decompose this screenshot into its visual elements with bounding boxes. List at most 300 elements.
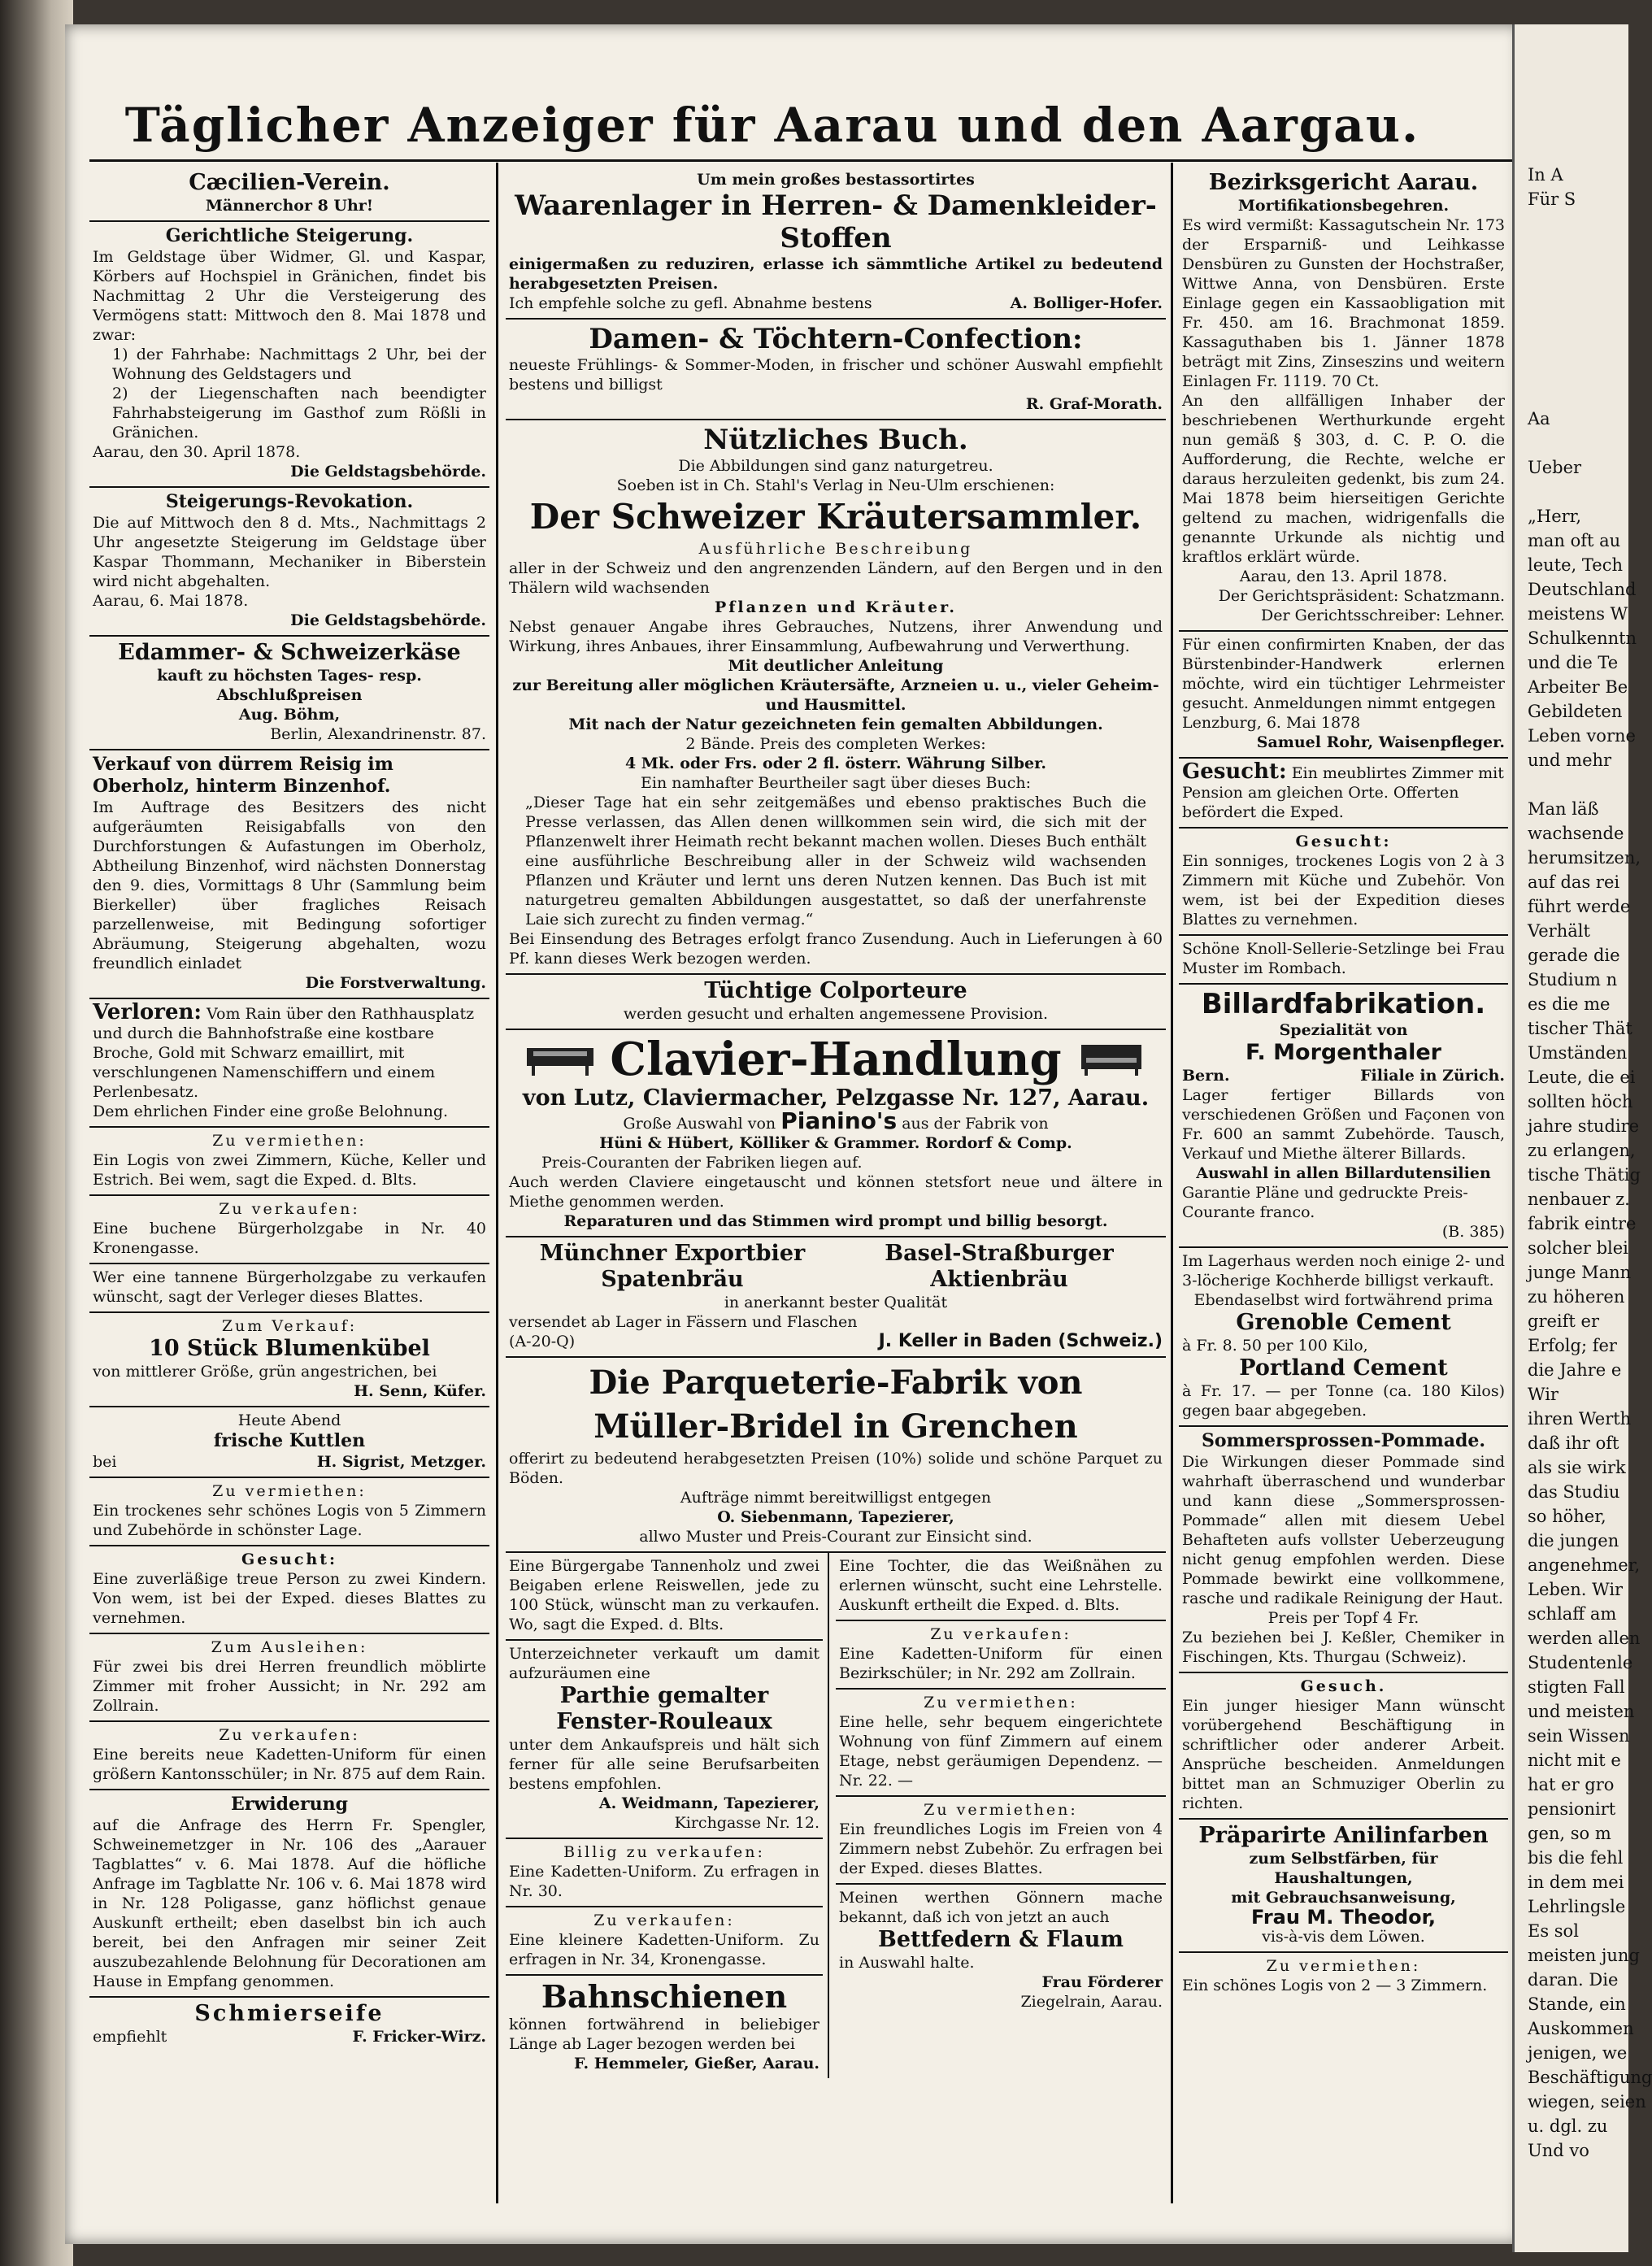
bier-r2: Aktienbräu: [930, 1267, 1068, 1292]
erwiderung-title: Erwiderung: [231, 1794, 348, 1815]
ad-verkaufen-3: [506, 1907, 823, 1976]
masthead: Täglicher Anzeiger für Aarau und den Aargau.: [124, 98, 1420, 153]
steigerung-title: Gerichtliche Steigerung.: [165, 225, 414, 246]
buch-l2: Soeben ist in Ch. Stahl's Verlag in Neu-Ulm erschienen:: [616, 476, 1055, 494]
ad-billig: [506, 1839, 823, 1907]
adjacent-page-line: Man läß: [1528, 799, 1599, 819]
billard-name: F. Morgenthaler: [1246, 1040, 1441, 1065]
partie-title: Parthie gemalter: [559, 1683, 769, 1708]
column-2: [506, 167, 1166, 2078]
bier-code: (A-20-Q): [509, 1333, 576, 1350]
anilin-sign: Frau M. Theodor,: [1250, 1906, 1436, 1929]
buch-l5: Pflanzen und Kräuter.: [714, 598, 958, 616]
adjacent-page-line: in dem mei: [1528, 1872, 1624, 1892]
adjacent-page-line: so höher,: [1528, 1507, 1606, 1526]
waarenlager-pre: Um mein großes bestassortirtes: [697, 171, 975, 189]
ad-vermiethen-4: [836, 1797, 1166, 1885]
adjacent-page-line: Schulkenntn: [1528, 628, 1637, 648]
vermiethen-4-text: Ein freundliches Logis im Freien von 4 Zimmern nebst Zubehör. Zu erfragen bei der Exped. dieses Blattes.: [839, 1820, 1163, 1877]
parqueterie-text: offerirt zu bedeutend herabgesetzten Preisen (10%) solide und schöne Parquet zu Böden.: [509, 1450, 1163, 1487]
buch-title: Nützliches Buch.: [703, 424, 968, 456]
bettfedern-text: in Auswahl halte.: [839, 1954, 975, 1972]
adjacent-page-line: es die me: [1528, 994, 1611, 1014]
bier-mid: in anerkannt bester Qualität: [724, 1294, 948, 1311]
adjacent-page-line: Gebildeten: [1528, 702, 1623, 721]
billig-title: Billig zu verkaufen:: [563, 1843, 765, 1861]
adjacent-page-line: und meisten: [1528, 1702, 1635, 1721]
confection-sign: R. Graf-Morath.: [1025, 395, 1163, 413]
bettfedern-pre: Meinen werthen Gönnern mache bekannt, daß ich von jetzt an auch: [839, 1889, 1163, 1926]
adjacent-page-line: [1515, 236, 1628, 260]
ad-kuebel: [89, 1313, 489, 1407]
adjacent-page-line: hat er gro: [1528, 1775, 1615, 1794]
adjacent-page-line: wiegen, seien: [1528, 2092, 1646, 2112]
kuttlen-sub: Heute Abend: [237, 1411, 341, 1429]
adjacent-page-line: herumsitzen,: [1528, 848, 1641, 868]
buergergabe-text: Eine Bürgergabe Tannenholz und zwei Beigaben erlene Reiswellen, jede zu 100 Stück, wünscht man zu verkaufen. Wo, sagt die Exped. d. Blts.: [509, 1557, 819, 1633]
confection-text: neueste Frühlings- & Sommer-Moden, in frischer und schöner Auswahl empfiehlt bestens und billigst: [509, 356, 1163, 394]
bettfedern-addr: Ziegelrain, Aarau.: [1020, 1993, 1163, 2011]
ad-caecilien: [89, 167, 489, 222]
ausleihen-title: Zum Ausleihen:: [211, 1638, 368, 1656]
adjacent-page-line: und mehr: [1528, 750, 1612, 770]
waarenlager-text: einigermaßen zu reduziren, erlasse ich sämmtliche Artikel zu bedeutend herabgesetzten Preisen.: [509, 255, 1163, 293]
verkaufen-4-title: Zu verkaufen:: [930, 1625, 1072, 1643]
portland-price: à Fr. 17. — per Tonne (ca. 180 Kilos) gegen baar abgegeben.: [1182, 1382, 1505, 1420]
adjacent-page-line: die jungen: [1528, 1531, 1619, 1551]
bezirksgericht-sub: Mortifikationsbegehren.: [1237, 197, 1450, 215]
ad-gesucht-2: [1179, 759, 1508, 829]
adjacent-page-line: [1515, 431, 1628, 455]
clavier-l5: Reparaturen und das Stimmen wird prompt und billig besorgt.: [563, 1212, 1108, 1230]
adjacent-page-line: solcher blei: [1528, 1238, 1628, 1258]
parqueterie-text3: allwo Muster und Preis-Courant zur Einsicht sind.: [639, 1528, 1032, 1546]
adjacent-page-line: meisten jung: [1528, 1946, 1640, 1965]
steigerung-text: Im Geldstage über Widmer, Gl. und Kaspar, Körbers auf Hochspiel in Gränichen, findet bis Nachmittag 2 Uhr die Versteigerung des Vermögens statt: Mittwoch den 8. Mai 1878 und zwar:: [93, 248, 486, 344]
verloren-title: Verloren:: [93, 1000, 202, 1024]
ad-tochter: [836, 1553, 1166, 1621]
ad-vermiethen-2: [89, 1478, 489, 1546]
clavier-l1c: aus der Fabrik von: [902, 1115, 1049, 1133]
kaese-title: Edammer- & Schweizerkäse: [118, 640, 461, 665]
kaese-text: kauft zu höchsten Tages- resp. Abschlußpreisen: [157, 667, 422, 704]
adjacent-page-line: tische Thätig: [1528, 1165, 1641, 1185]
pommade-title: Sommersprossen-Pommade.: [1201, 1430, 1486, 1451]
clavier-sub: von Lutz, Claviermacher, Pelzgasse Nr. 127, Aarau.: [522, 1085, 1150, 1111]
adjacent-page-line: Deutschland: [1528, 580, 1637, 599]
adjacent-page-line: das Studiu: [1528, 1482, 1620, 1502]
column-rule-1: [496, 163, 498, 2203]
column-1: [89, 167, 489, 2051]
adjacent-page-line: daran. Die: [1528, 1970, 1619, 1990]
bezirksgericht-date: Aarau, den 13. April 1878.: [1239, 568, 1448, 585]
tannen-text: Wer eine tannene Bürgerholzgabe zu verkaufen wünscht, sagt der Verleger dieses Blattes.: [93, 1268, 486, 1306]
ad-steigerung: [89, 222, 489, 488]
adjacent-page-line: [1515, 309, 1628, 333]
adjacent-page-line: fabrik eintre: [1528, 1214, 1637, 1233]
bezirksgericht-text2: An den allfälligen Inhaber der beschriebenen Werthurkunde ergeht nun gemäß § 303, d. C. P. O. die Aufforderung, die Rechte, welche er daraus herzuleiten gedenkt, bis zum 24. Mai 1878 beim hierseitigen Gerichte geltend zu machen, widrigenfalls die genannte Urkunde als nichtig und kraftlos erklärt würde.: [1182, 392, 1505, 566]
caecilien-title: Cæcilien-Verein.: [189, 170, 390, 195]
verkaufen-2-text: Eine bereits neue Kadetten-Uniform für einen größern Kantonsschüler; in Nr. 875 auf dem Rain.: [93, 1746, 486, 1783]
adjacent-page-line: gerade die: [1528, 946, 1620, 965]
gesucht-3-title: Gesucht:: [1295, 833, 1392, 850]
buch-l1: Die Abbildungen sind ganz naturgetreu.: [678, 457, 993, 475]
adjacent-page-line: pensionirt: [1528, 1799, 1616, 1819]
clavier-l1a: Große Auswahl von: [623, 1115, 776, 1133]
buch-l10: 2 Bände. Preis des completen Werkes:: [685, 735, 986, 753]
ad-kaese: [89, 637, 489, 750]
anilin-addr: vis-à-vis dem Löwen.: [1262, 1928, 1425, 1946]
steigerung-date: Aarau, den 30. April 1878.: [93, 443, 301, 461]
adjacent-page-line: werden allen: [1528, 1629, 1641, 1648]
adjacent-page-line: bis die fehl: [1528, 1848, 1624, 1868]
verkaufen-1-text: Eine buchene Bürgerholzgabe in Nr. 40 Kronengasse.: [93, 1220, 486, 1257]
reisig-title: Verkauf von dürrem Reisig im Oberholz, hinterm Binzenhof.: [93, 754, 393, 797]
adjacent-page-line: Wir: [1528, 1385, 1559, 1404]
ad-buch: [506, 420, 1166, 975]
adjacent-page-line: Umständen: [1528, 1043, 1628, 1063]
bettfedern-sign: Frau Förderer: [1041, 1973, 1163, 1991]
caecilien-sub: Männerchor 8 Uhr!: [205, 197, 374, 215]
kaese-addr: Berlin, Alexandrinenstr. 87.: [270, 725, 486, 743]
buch-big: Der Schweizer Kräutersammler.: [529, 497, 1142, 537]
colporteure-title: Tüchtige Colporteure: [704, 978, 967, 1003]
adjacent-page-line: daß ihr oft: [1528, 1433, 1619, 1453]
gesucht-2-title: Gesucht:: [1182, 759, 1287, 784]
knabe-sign: Samuel Rohr, Waisenpfleger.: [1256, 733, 1505, 751]
revokation-text: Die auf Mittwoch den 8 d. Mts., Nachmittags 2 Uhr angesetzte Steigerung im Geldstage über Kaspar Thommann, Mechaniker in Biberstein wird nicht abgehalten.: [93, 514, 486, 590]
bier-l3: versendet ab Lager in Fässern und Flaschen: [509, 1313, 858, 1331]
adjacent-page-line: Lehrlingsle: [1528, 1897, 1626, 1916]
column-rule-2: [1171, 163, 1173, 2203]
schmierseife-sign: F. Fricker-Wirz.: [352, 2028, 486, 2046]
bezirksgericht-sign2: Der Gerichtsschreiber: Lehner.: [1260, 607, 1505, 624]
ad-bettfedern: [836, 1885, 1166, 2016]
adjacent-page-line: Ueber: [1528, 458, 1582, 477]
ad-vermiethen-1: [89, 1128, 489, 1196]
bahnschienen-sign: F. Hemmeler, Gießer, Aarau.: [573, 2055, 819, 2072]
buch-l8: zur Bereitung aller möglichen Kräutersäfte, Arzneien u. u., vieler Geheim- und Hausmittel.: [512, 676, 1159, 714]
verkaufen-4-text: Eine Kadetten-Uniform für einen Bezirkschüler; in Nr. 292 am Zollrain.: [839, 1645, 1163, 1682]
vermiethen-2-title: Zu vermiethen:: [212, 1482, 367, 1500]
gesucht-2-text: Ein meublirtes Zimmer mit Pension am gleichen Orte. Offerten befördert die Exped.: [1182, 764, 1504, 821]
ad-bezirksgericht: [1179, 167, 1508, 632]
adjacent-page-line: sollten höch: [1528, 1092, 1633, 1111]
ad-pommade: [1179, 1427, 1508, 1673]
ausleihen-text: Für zwei bis drei Herren freundlich möblirte Zimmer mit froher Aussicht; in Nr. 292 am Zollrain.: [93, 1658, 486, 1715]
ad-revokation: [89, 488, 489, 637]
vermiethen-2-text: Ein trockenes sehr schönes Logis von 5 Zimmern und Zubehörde in schönster Lage.: [93, 1502, 486, 1539]
ad-colporteure: [506, 975, 1166, 1030]
vermiethen-4-title: Zu vermiethen:: [924, 1801, 1078, 1819]
bettfedern-title: Bettfedern & Flaum: [878, 1927, 1124, 1952]
buch-l3: Ausführliche Beschreibung: [698, 540, 973, 558]
verloren-text: Vom Rain über den Rathhausplatz und durch die Bahnhofstraße eine kostbare Broche, Gold mit Schwarz emaillirt, mit verschlungenen Namenschiffern und einem Perlenbesatz.: [93, 1005, 475, 1101]
lagerhaus-text: Im Lagerhaus werden noch einige 2- und 3-löcherige Kochherde billigst verkauft.: [1182, 1252, 1505, 1290]
waarenlager-title: Waarenlager in Herren- & Damenkleider-Stoffen: [515, 189, 1157, 254]
vermiethen-3-title: Zu vermiethen:: [924, 1694, 1078, 1711]
ad-verkaufen-1: [89, 1196, 489, 1264]
ad-erwiderung: [89, 1790, 489, 1998]
verkaufen-3-text: Eine kleinere Kadetten-Uniform. Zu erfragen in Nr. 34, Kronengasse.: [509, 1931, 819, 1968]
adjacent-page-line: jenigen, we: [1528, 2043, 1628, 2063]
kuttlen-sign: H. Sigrist, Metzger.: [316, 1453, 486, 1471]
buch-l12: Ein namhafter Beurtheiler sagt über dieses Buch:: [641, 774, 1031, 792]
buch-l7: Mit deutlicher Anleitung: [728, 657, 944, 675]
verkaufen-3-title: Zu verkaufen:: [593, 1912, 735, 1929]
adjacent-page-line: nicht mit e: [1528, 1751, 1621, 1770]
vermiethen-5-text: Ein schönes Logis von 2 — 3 Zimmern.: [1182, 1977, 1488, 1994]
bier-r1: Basel-Straßburger: [885, 1241, 1114, 1266]
grenoble-title: Grenoble Cement: [1236, 1310, 1451, 1335]
buch-l13: Bei Einsendung des Betrages erfolgt franco Zusendung. Auch in Lieferungen à 60 Pf. kann dieses Werk bezogen werden.: [509, 930, 1163, 968]
adjacent-page-line: Auskommen: [1528, 2019, 1634, 2038]
gesuch-title: Gesuch.: [1300, 1677, 1387, 1695]
ad-gesuch: [1179, 1673, 1508, 1820]
billard-title: Billardfabrikation.: [1201, 988, 1486, 1020]
adjacent-page-line: Leben. Wir: [1528, 1580, 1624, 1599]
billard-text2: Auswahl in allen Billardutensilien: [1196, 1164, 1491, 1182]
schmierseife-title: Schmierseife: [194, 2001, 385, 2026]
ad-parqueterie: [506, 1358, 1166, 1551]
reisig-text: Im Auftrage des Besitzers des nicht aufgeräumten Reisigabfalls von den Durchforstungen & Aufastungen im Oberholz, Abtheilung Binzenhof, wird nächsten Donnerstag den 9. dies, Vormittags 8 Uhr (Sammlung beim Bierkeller) über fragliches Reisach parzellenweise, mit Bedingung sofortiger Abräumung, Steigerung abgehalten, wozu freundlich einladet: [93, 798, 486, 972]
adjacent-page-line: zu höheren: [1528, 1287, 1625, 1307]
adjacent-page-line: meistens W: [1528, 604, 1628, 624]
steigerung-item1: 1) der Fahrhabe: Nachmittags 2 Uhr, bei der Wohnung des Geldstagers und: [112, 346, 486, 383]
ad-gesucht-3: [1179, 829, 1508, 936]
adjacent-page-line: Beschäftigung: [1528, 2068, 1652, 2087]
bahnschienen-title: Bahnschienen: [541, 1978, 788, 2015]
adjacent-page-line: Verhält: [1528, 921, 1590, 941]
buch-l4: aller in der Schweiz und den angrenzenden Ländern, auf den Bergen und in den Thälern wild wachsenden: [509, 559, 1163, 597]
bezirksgericht-title: Bezirksgericht Aarau.: [1208, 170, 1479, 195]
kuttlen-bei: bei: [93, 1453, 117, 1471]
adjacent-page-line: als sie wirk: [1528, 1458, 1626, 1477]
parqueterie-title2: Müller-Bridel in Grenchen: [593, 1407, 1078, 1446]
ad-tannen: [89, 1264, 489, 1313]
billard-sub: Spezialität von: [1279, 1021, 1408, 1039]
adjacent-page-line: Arbeiter Be: [1528, 677, 1628, 697]
piano-icon: [524, 1042, 597, 1077]
adjacent-page-line: führt werde: [1528, 897, 1631, 916]
adjacent-page-line: [1515, 480, 1628, 504]
ad-vermiethen-3: [836, 1690, 1166, 1797]
kaese-name: Aug. Böhm,: [238, 706, 341, 724]
adjacent-page-line: Studium n: [1528, 970, 1618, 989]
billard-text: Lager fertiger Billards von verschiedenen Größen und Façonen von Fr. 600 an sammt Zubehörde. Tausch, Verkauf und Miethe älterer Billards.: [1182, 1086, 1505, 1163]
buch-quote: „Dieser Tage hat ein sehr zeitgemäßes und ebenso praktisches Buch die Presse verlassen, das Allen denen willkommen sein wird, die sich mit der Pflanzenwelt ihrer Heimath recht bekannt machen wollen. Dieses Buch enthält eine ausführliche Beschreibung aller in der Schweiz wild wachsenden Pflanzen und Kräuter und lernt uns deren Nutzen kennen. Das Buch ist mit naturgetreu gemalten Abbildungen ausgestattet, so daß der unerfahrenste Laie sich zurecht zu finden vermag.“: [525, 794, 1146, 929]
adjacent-page-line: schlaff am: [1528, 1604, 1617, 1624]
partie-text: unter dem Ankaufspreis und hält sich ferner für alle seine Berufsarbeiten bestens empfohlen.: [509, 1736, 819, 1793]
partie-pre: Unterzeichneter verkauft um damit aufzuräumen eine: [509, 1645, 819, 1682]
adjacent-page-line: In A: [1528, 165, 1563, 185]
adjacent-page-line: zu erlangen,: [1528, 1141, 1636, 1160]
kuebel-title: Zum Verkauf:: [221, 1317, 358, 1335]
adjacent-page-line: Aa: [1528, 409, 1550, 428]
kuebel-big: 10 Stück Blumenkübel: [149, 1336, 430, 1361]
adjacent-page-line: [1515, 260, 1628, 285]
gesucht-3-text: Ein sonniges, trockenes Logis von 2 à 3 Zimmern mit Küche und Zubehör. Von wem, ist bei der Expedition dieses Blattes zu vernehmen.: [1182, 852, 1505, 929]
adjacent-page-line: gen, so m: [1528, 1824, 1611, 1843]
partie-title2: Fenster-Rouleaux: [556, 1709, 772, 1734]
knabe-text: Für einen confirmirten Knaben, der das Bürstenbinder-Handwerk erlernen möchte, wird ein tüchtiger Lehrmeister gesucht. Anmeldungen nimmt entgegen: [1182, 636, 1505, 712]
billig-text: Eine Kadetten-Uniform. Zu erfragen in Nr. 30.: [509, 1863, 819, 1900]
waarenlager-text2: Ich empfehle solche zu gefl. Abnahme bestens: [509, 294, 872, 312]
masthead-rule: [89, 159, 1512, 162]
knabe-date: Lenzburg, 6. Mai 1878: [1182, 714, 1361, 732]
adjacent-page-line: greift er: [1528, 1311, 1599, 1331]
adjacent-page-line: u. dgl. zu: [1528, 2116, 1608, 2136]
ad-verkaufen-2: [89, 1722, 489, 1790]
pommade-text: Die Wirkungen dieser Pommade sind wahrhaft überraschend und wunderbar und kann diese „Sommersprossen-Pommade“ allen mit diesem Uebel Behafteten aufs vollster Ueberzeugung nicht genug empfohlen werden. Diese Pommade bewirkt eine vollkommene, rasche und radikale Reinigung der Haut.: [1182, 1453, 1505, 1607]
adjacent-page-line: man oft au: [1528, 531, 1621, 550]
adjacent-page-line: Erfolg; fer: [1528, 1336, 1617, 1355]
waarenlager-sign: A. Bolliger-Hofer.: [1010, 294, 1163, 312]
ad-buergergabe: [506, 1553, 823, 1641]
ad-vermiethen-5: [1179, 1953, 1508, 2000]
verkaufen-2-title: Zu verkaufen:: [219, 1726, 360, 1744]
adjacent-page-line: Stande, ein: [1528, 1994, 1626, 2014]
adjacent-page-line: [1515, 333, 1628, 358]
revokation-title: Steigerungs-Revokation.: [165, 491, 414, 512]
parqueterie-text2: Aufträge nimmt bereitwilligst entgegen: [680, 1489, 992, 1507]
revokation-date: Aarau, 6. Mai 1878.: [93, 592, 249, 610]
clavier-l2: Hüni & Hübert, Kölliker & Grammer. Rordorf & Comp.: [599, 1134, 1072, 1152]
adjacent-page-line: [1515, 358, 1628, 382]
vermiethen-5-title: Zu vermiethen:: [1266, 1957, 1421, 1975]
ad-clavier: [506, 1030, 1166, 1237]
portland-title: Portland Cement: [1239, 1355, 1448, 1381]
adjacent-page-line: Leute, die ei: [1528, 1068, 1636, 1087]
bier-sign: J. Keller in Baden (Schweiz.): [878, 1331, 1163, 1351]
ad-knollsellerie: [1179, 936, 1508, 985]
gesuch-text: Ein junger hiesiger Mann wünscht vorübergehend Beschäftigung in schriftlicher oder anderer Arbeit. Ansprüche bescheiden. Anmeldungen bittet man an Schmuziger Oberlin zu richten.: [1182, 1697, 1505, 1812]
adjacent-page-line: wachsende: [1528, 824, 1624, 843]
lagerhaus-text2: Ebendaselbst wird fortwährend prima: [1193, 1291, 1493, 1309]
adjacent-page-line: auf das rei: [1528, 872, 1620, 892]
clavier-l4: Auch werden Claviere eingetauscht und können stetsfort neue und ältere in Miethe genommen werden.: [509, 1173, 1163, 1211]
bezirksgericht-sign1: Der Gerichtspräsident: Schatzmann.: [1218, 587, 1505, 605]
ad-verloren: [89, 999, 489, 1128]
ad-kuttlen: [89, 1407, 489, 1478]
ad-ausleihen: [89, 1634, 489, 1722]
adjacent-page: [1512, 24, 1652, 2252]
ad-gesucht-1: [89, 1546, 489, 1634]
grenoble-price: à Fr. 8. 50 per 100 Kilo,: [1182, 1337, 1368, 1355]
schmierseife-left: empfiehlt: [93, 2028, 167, 2046]
adjacent-page-line: Und vo: [1528, 2141, 1589, 2160]
adjacent-page-line: leute, Tech: [1528, 555, 1623, 575]
bahnschienen-text: können fortwährend in beliebiger Länge ab Lager bezogen werden bei: [509, 2016, 819, 2053]
vermiethen-3-text: Eine helle, sehr bequem eingerichtete Wohnung von fünf Zimmern auf einem Etage, nebst geräumigen Dependenz. — Nr. 22. —: [839, 1713, 1163, 1790]
clavier-l1b: Pianino's: [780, 1107, 898, 1134]
anilin-sub2: mit Gebrauchsanweisung,: [1231, 1889, 1456, 1907]
adjacent-page-line: Für S: [1528, 189, 1576, 209]
kuebel-sign: H. Senn, Küfer.: [354, 1382, 486, 1400]
billard-code: (B. 385): [1441, 1223, 1505, 1241]
adjacent-page-line: die Jahre e: [1528, 1360, 1622, 1380]
gesucht-1-text: Eine zuverläßige treue Person zu zwei Kindern. Von wem, ist bei der Exped. dieses Blattes zu vernehmen.: [93, 1570, 486, 1627]
adjacent-page-line: und die Te: [1528, 653, 1619, 672]
bier-l1: Münchner Exportbier: [539, 1241, 806, 1266]
adjacent-page-line: [1515, 211, 1628, 236]
steigerung-item2: 2) der Liegenschaften nach beendigter Fahrhabsteigerung im Gasthof zum Rößli in Gränichen.: [112, 385, 486, 441]
piano-icon-2: [1075, 1042, 1148, 1077]
ad-partie: [506, 1641, 823, 1839]
knollsellerie-text: Schöne Knoll-Sellerie-Setzlinge bei Frau Muster im Rombach.: [1182, 940, 1505, 977]
adjacent-page-line: „Herr,: [1528, 507, 1582, 526]
ad-schmierseife: [89, 1998, 489, 2051]
reisig-sign: Die Forstverwaltung.: [305, 974, 486, 992]
pommade-price: Preis per Topf 4 Fr.: [1267, 1609, 1419, 1627]
bier-l2: Spatenbräu: [601, 1267, 744, 1292]
ad-bahnschienen: [506, 1976, 823, 2078]
anilin-title: Präparirte Anilinfarben: [1198, 1823, 1489, 1848]
adjacent-page-line: tischer Thät: [1528, 1019, 1632, 1038]
adjacent-page-line: junge Mann: [1528, 1263, 1632, 1282]
ad-lagerhaus: [1179, 1248, 1508, 1427]
col2-split: [506, 1551, 1166, 2078]
adjacent-page-line: angenehmer,: [1528, 1555, 1641, 1575]
billard-city2: Filiale in Zürich.: [1360, 1067, 1505, 1085]
ad-waarenlager: [506, 167, 1166, 320]
buch-l6: Nebst genauer Angabe ihres Gebrauches, Nutzens, ihrer Anwendung und Wirkung, ihres Anbaues, ihrer Einsammlung, Aufbewahrung und Verwerthung.: [509, 618, 1163, 655]
kuttlen-title: frische Kuttlen: [213, 1430, 366, 1451]
adjacent-page-line: [1515, 382, 1628, 407]
partie-addr: Kirchgasse Nr. 12.: [674, 1814, 819, 1832]
adjacent-page-line: stigten Fall: [1528, 1677, 1625, 1697]
billard-text3: Garantie Pläne und gedruckte Preis-Courante franco.: [1182, 1184, 1468, 1221]
book-spine: [0, 0, 73, 2266]
adjacent-page-line: nenbauer z.: [1528, 1190, 1630, 1209]
adjacent-page-line: jahre studire: [1528, 1116, 1640, 1136]
adjacent-page-text: [1515, 24, 1652, 2163]
ad-verkaufen-4: [836, 1621, 1166, 1690]
clavier-title: Clavier-Handlung: [610, 1033, 1062, 1086]
clavier-l3: Preis-Couranten der Fabriken liegen auf.: [541, 1154, 863, 1172]
ad-knabe: [1179, 632, 1508, 759]
revokation-sign: Die Geldstagsbehörde.: [290, 611, 486, 629]
verloren-text2: Dem ehrlichen Finder eine große Belohnung.: [93, 1103, 449, 1120]
ad-reisig: [89, 750, 489, 999]
adjacent-page-line: Leben vorne: [1528, 726, 1636, 746]
anilin-sub: zum Selbstfärben, für Haushaltungen,: [1249, 1850, 1438, 1887]
kuebel-text: von mittlerer Größe, grün angestrichen, bei: [93, 1363, 437, 1381]
adjacent-page-line: Es sol: [1528, 1921, 1579, 1941]
adjacent-page-line: sein Wissen: [1528, 1726, 1630, 1746]
column-3: [1179, 167, 1508, 2000]
adjacent-page-line: [1515, 772, 1628, 797]
colporteure-text: werden gesucht und erhalten angemessene Provision.: [623, 1005, 1049, 1023]
buch-l9: Mit nach der Natur gezeichneten fein gemalten Abbildungen.: [568, 715, 1103, 733]
adjacent-page-line: [1515, 285, 1628, 309]
parqueterie-title1: Die Parqueterie-Fabrik von: [589, 1364, 1083, 1402]
ad-anilin: [1179, 1820, 1508, 1953]
billard-city1: Bern.: [1182, 1067, 1230, 1085]
gesucht-1-title: Gesucht:: [241, 1551, 337, 1568]
confection-title: Damen- & Töchtern-Confection:: [589, 323, 1083, 355]
buch-l11: 4 Mk. oder Frs. oder 2 fl. österr. Währung Silber.: [624, 755, 1047, 772]
partie-sign: A. Weidmann, Tapezierer,: [598, 1794, 819, 1812]
bezirksgericht-text: Es wird vermißt: Kassagutschein Nr. 173 der Ersparniß- und Leihkasse Densbüren zu Gunsten der Hochstraßer, Wittwe Anna, von Densbüren. Erste Einlage gegen ein Kassaobligation mit Fr. 450. am 16. Brachmonat 1859. Kassaguthaben bis 1. Jänner 1878 beträgt mit Zins, Zinseszins und weitern Einlagen Fr. 1119. 70 Ct.: [1182, 216, 1505, 390]
adjacent-page-line: ihren Werth: [1528, 1409, 1632, 1429]
adjacent-page-line: Studentenle: [1528, 1653, 1633, 1672]
parqueterie-sign: O. Siebenmann, Tapezierer,: [717, 1508, 954, 1526]
steigerung-sign: Die Geldstagsbehörde.: [290, 463, 486, 481]
vermiethen-1-title: Zu vermiethen:: [212, 1132, 367, 1150]
vermiethen-1-text: Ein Logis von zwei Zimmern, Küche, Keller und Estrich. Bei wem, sagt die Exped. d. Blts.: [93, 1151, 486, 1189]
ad-bier: [506, 1237, 1166, 1358]
